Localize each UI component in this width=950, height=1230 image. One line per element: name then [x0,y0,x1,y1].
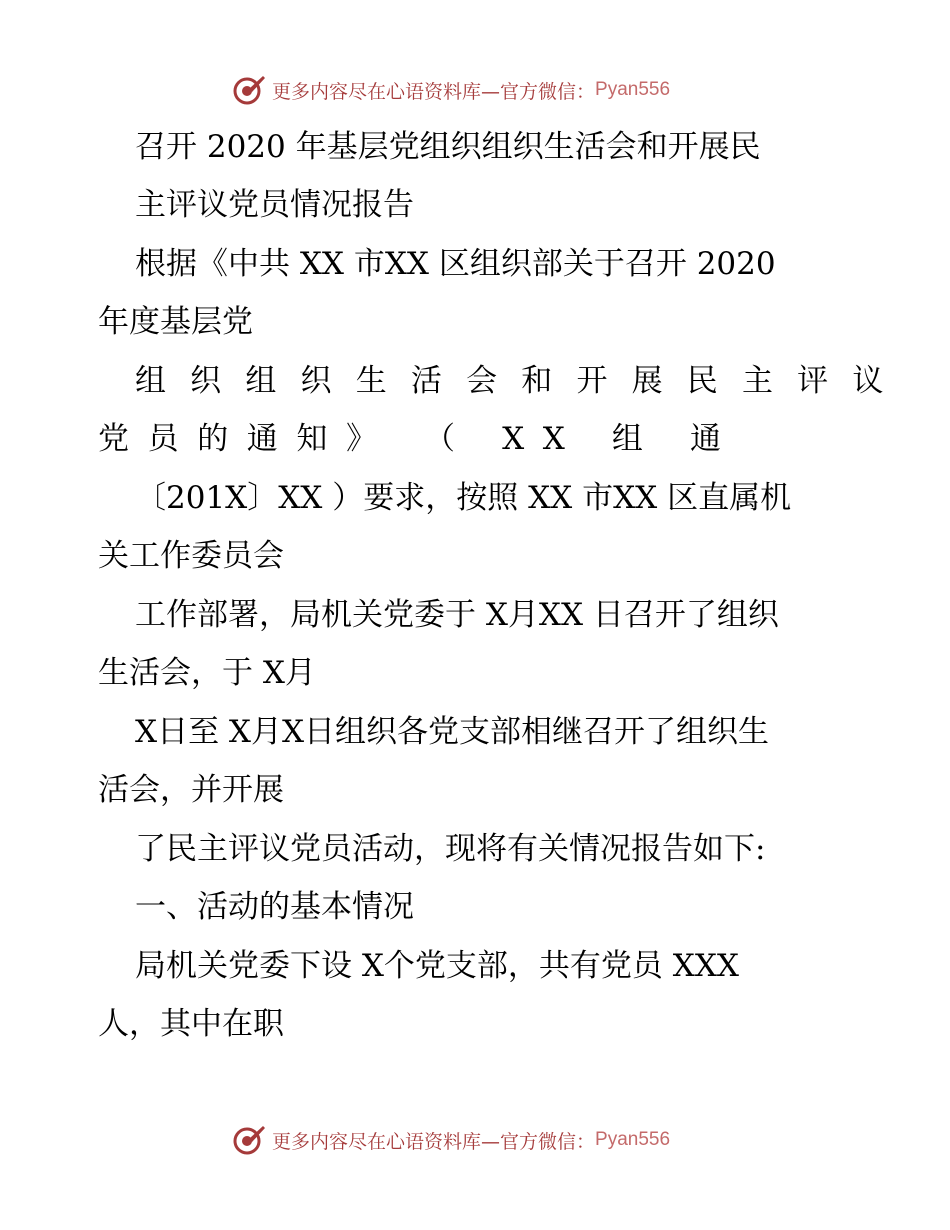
paragraph-line: 〔201X〕XX ）要求，按照 XX 市XX 区直属机 [135,480,792,516]
document-title-line-1: 召开 2020 年基层党组织组织生活会和开展民 [135,129,761,165]
paragraph-line: 根据《中共 XX 市XX 区组织部关于召开 2020 [135,246,776,282]
watermark-wechat-id: Pyan556 [595,79,671,100]
paragraph-line: 关工作委员会 [98,538,284,574]
section-heading: 一、活动的基本情况 [135,889,414,925]
paragraph-line: 活会，并开展 [98,772,284,808]
pen-logo-icon [232,1123,266,1157]
paragraph-line: 党员的通知》 （ XX 组 通 [98,421,740,457]
pen-logo-icon [232,73,266,107]
paragraph-line: 工作部署，局机关党委于 X月XX 日召开了组织 [135,597,779,633]
paragraph-line: 局机关党委下设 X个党支部，共有党员 XXX [135,948,739,984]
paragraph-line: X日至 X月X日组织各党支部相继召开了组织生 [135,714,770,750]
paragraph-line: 生活会，于 X月 [98,655,316,691]
document-title-line-2: 主评议党员情况报告 [135,187,414,223]
watermark-header [232,73,752,107]
watermark-text: 更多内容尽在心语资料库—官方微信： [272,80,596,103]
paragraph-line: 年度基层党 [98,304,253,340]
watermark-footer [232,1123,752,1157]
paragraph-line: 组织组织生活会和开展民主评议 [135,363,908,399]
paragraph-line: 了民主评议党员活动，现将有关情况报告如下: [135,831,766,867]
watermark-wechat-id: Pyan556 [595,1129,671,1150]
watermark-text: 更多内容尽在心语资料库—官方微信： [272,1130,596,1153]
paragraph-line: 人，其中在职 [98,1006,284,1042]
